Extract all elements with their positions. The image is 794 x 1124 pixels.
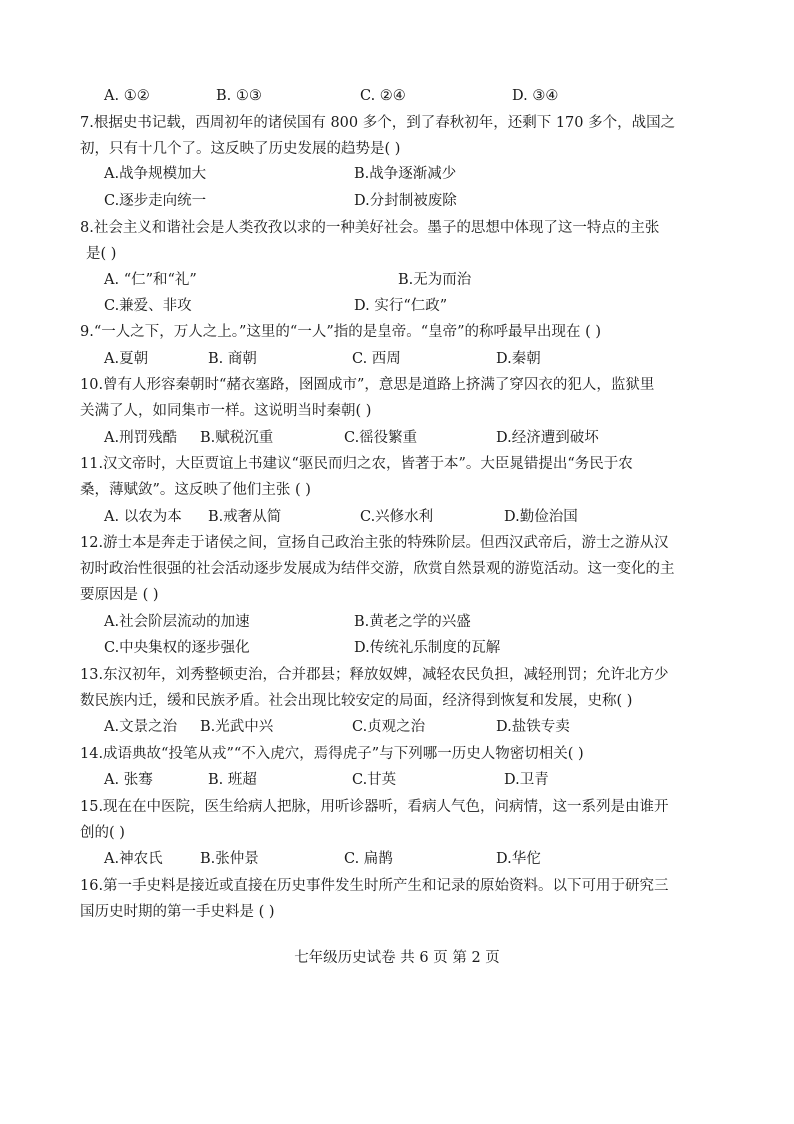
q13-option-a: A.文景之治 [104,719,178,735]
q6-option-c: C. ②④ [360,88,406,104]
q7-option-c: C.逐步走向统一 [104,193,207,209]
q15-options [0,849,794,869]
q15-stem-line1: 15.现在在中医院，医生给病人把脉，用听诊器听，看病人气色，问病情，这一系列是由谁开 [80,799,669,815]
q6-option-d: D. ③④ [512,88,559,104]
q6-option-b: B. ①③ [216,88,262,104]
q11-option-b: B.戒奢从简 [208,509,282,525]
q13-option-b: B.光武中兴 [200,719,274,735]
q11-stem-line1: 11.汉文帝时，大臣贾谊上书建议“驱民而归之农，皆著于本”。大臣晁错提出“务民于农 [80,456,633,472]
q8-option-b: B.无为而治 [398,272,472,288]
q12-option-b: B.黄老之学的兴盛 [354,614,471,630]
q6-options [0,86,794,106]
q12-option-c: C.中央集权的逐步强化 [104,640,250,656]
q7-options-row2 [0,191,794,211]
q10-options [0,428,794,448]
q14-option-a: A. 张骞 [104,772,153,788]
q10-stem-line1: 10.曾有人形容秦朝时“赭衣塞路，囹圄成市”，意思是道路上挤满了穿囚衣的犯人，监狱里 [80,377,655,393]
q8-stem-line1: 8.社会主义和谐社会是人类孜孜以求的一种美好社会。墨子的思想中体现了这一特点的主张 [80,220,660,236]
q11-option-d: D.勤俭治国 [504,509,578,525]
q8-stem-line2: 是( ) [86,246,117,262]
q12-option-d: D.传统礼乐制度的瓦解 [354,640,501,656]
q13-option-c: C.贞观之治 [352,719,426,735]
q9-option-b: B. 商朝 [208,351,257,367]
q7-option-a: A.战争规模加大 [104,166,207,182]
q9-option-c: C. 西周 [352,351,401,367]
q15-option-a: A.神农氏 [104,851,163,867]
q14-option-c: C.甘英 [352,772,397,788]
q13-stem-line2: 数民族内迁，缓和民族矛盾。社会出现比较安定的局面，经济得到恢复和发展，史称( ) [80,693,633,709]
q15-option-d: D.华佗 [496,851,541,867]
q11-option-a: A. 以农为本 [104,509,182,525]
q14-stem-line1: 14.成语典故“投笔从戎”“不入虎穴，焉得虎子”与下列哪一历史人物密切相关( ) [80,746,584,762]
q15-option-b: B.张仲景 [200,851,259,867]
q10-option-c: C.徭役繁重 [344,430,418,446]
q7-stem-line1: 7.根据史书记载，西周初年的诸侯国有 800 多个，到了春秋初年，还剩下 170 多个，战国之 [80,115,676,131]
q16-stem-line2: 国历史时期的第一手史料是 ( ) [80,904,275,920]
q12-stem-line1: 12.游士本是奔走于诸侯之间，宣扬自己政治主张的特殊阶层。但西汉武帝后，游士之游从汉 [80,535,669,551]
q13-options [0,717,794,737]
q14-option-b: B. 班超 [208,772,257,788]
q12-options-row2 [0,638,794,658]
q15-option-c: C. 扁鹊 [344,851,393,867]
q12-stem-line2: 初时政治性很强的社会活动逐步发展成为结伴交游，欣赏自然景观的游览活动。这一变化的主 [80,561,675,577]
q7-options-row1 [0,164,794,184]
q8-option-d: D. 实行“仁政” [354,298,448,314]
q11-option-c: C.兴修水利 [360,509,434,525]
q13-stem-line1: 13.东汉初年，刘秀整顿吏治，合并郡县；释放奴婢，减轻农民负担，减轻刑罚；允许北方少 [80,667,669,683]
q9-option-d: D.秦朝 [496,351,541,367]
q9-option-a: A.夏朝 [104,351,149,367]
q15-stem-line2: 创的( ) [80,825,125,841]
q7-option-b: B.战争逐渐减少 [354,166,457,182]
q11-options [0,507,794,527]
q11-stem-line2: 桑，薄赋敛”。这反映了他们主张 ( ) [80,482,311,498]
q10-stem-line2: 关满了人，如同集市一样。这说明当时秦朝( ) [80,403,372,419]
q7-option-d: D.分封制被废除 [354,193,457,209]
q8-options-row2 [0,296,794,316]
q6-option-a: A. ①② [104,88,150,104]
q9-options [0,349,794,369]
q14-option-d: D.卫青 [504,772,549,788]
q7-stem-line2: 初，只有十几个了。这反映了历史发展的趋势是( ) [80,141,401,157]
q8-options-row1 [0,270,794,290]
q12-options-row1 [0,612,794,632]
q10-option-b: B.赋税沉重 [200,430,274,446]
q8-option-a: A. “仁”和“礼” [104,272,197,288]
q14-options [0,770,794,790]
q12-option-a: A.社会阶层流动的加速 [104,614,250,630]
q9-stem-line1: 9.“一人之下，万人之上。”这里的“一人”指的是皇帝。“皇帝”的称呼最早出现在 ( ) [80,324,602,340]
page-footer: 七年级历史试卷 共 6 页 第 2 页 [294,950,500,966]
q16-stem-line1: 16.第一手史料是接近或直接在历史事件发生时所产生和记录的原始资料。以下可用于研究三 [80,878,669,894]
q8-option-c: C.兼爱、非攻 [104,298,192,314]
q13-option-d: D.盐铁专卖 [496,719,570,735]
q12-stem-line3: 要原因是 ( ) [80,587,159,603]
q10-option-d: D.经济遭到破坏 [496,430,599,446]
q10-option-a: A.刑罚残酷 [104,430,178,446]
